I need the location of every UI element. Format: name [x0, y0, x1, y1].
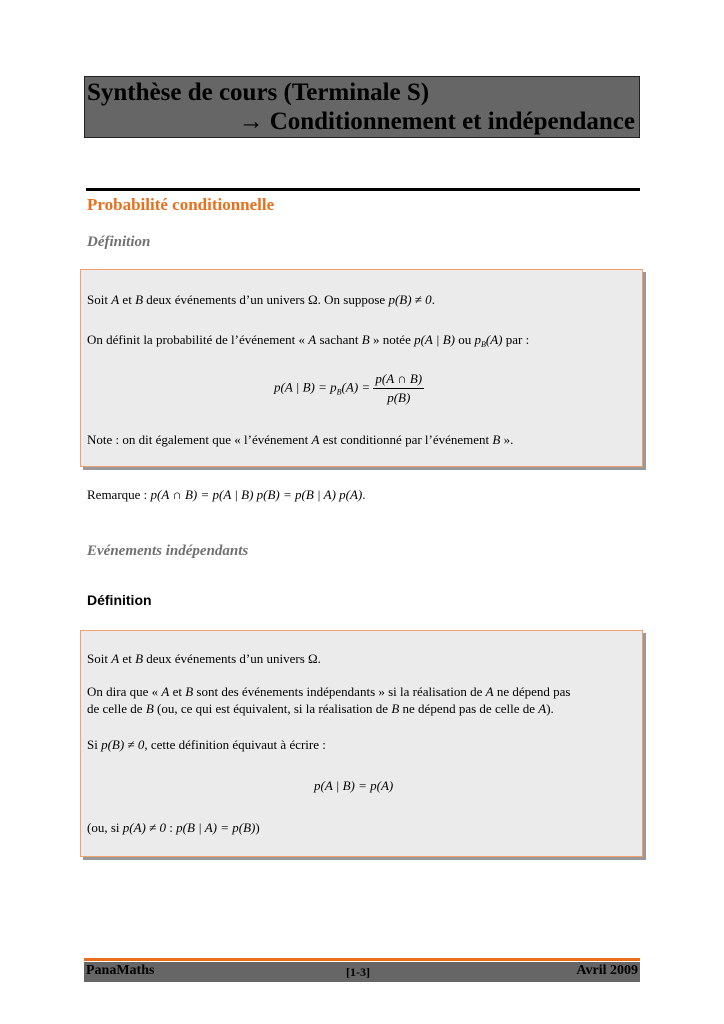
def1-line1: Soit A et B deux événements d’un univers Ω. On suppose p(B) ≠ 0. — [87, 292, 435, 307]
def2-line1: Soit A et B deux événements d’un univers Ω. — [87, 651, 321, 666]
subtitle-text: Conditionnement et indépendance — [269, 108, 635, 135]
right-arrow-icon: → — [238, 108, 264, 135]
section-heading-independent: Evénements indépendants — [87, 543, 249, 559]
def1-line2: On définit la probabilité de l’événement « A sachant B » notée p(A | B) ou $p_B(A)$ par : — [87, 332, 530, 349]
def2-line4: Si p(B) ≠ 0, cette définition équivaut à écrire : — [87, 737, 326, 752]
remark: Remarque : p(A ∩ B) = p(A | B) p(B) = p(B | A) p(A). — [87, 487, 366, 502]
page-subtitle — [239, 108, 635, 136]
independence-formula: p(A | B) = p(A) — [314, 778, 394, 793]
def2-line3: de celle de B (ou, ce qui est équivalent, si la réalisation de B ne dépend pas de celle de A). — [87, 701, 554, 716]
footer-brand: PanaMaths — [86, 963, 155, 978]
formula-fraction: $\frac{p(A \cap B)}{p(B)}$ — [375, 371, 423, 405]
title-box — [84, 76, 640, 138]
footer-divider — [84, 958, 640, 961]
page-title: Synthèse de cours (Terminale S) — [87, 79, 430, 106]
section-divider — [86, 188, 640, 191]
definition-heading-1: Définition — [87, 234, 151, 250]
def2-line5: (ou, si p(A) ≠ 0 : p(B | A) = p(B)) — [87, 820, 260, 835]
def1-note: Note : on dit également que « l’événement A est conditionné par l’événement B ». — [87, 432, 514, 447]
footer-date: Avril 2009 — [576, 963, 638, 978]
footer — [84, 962, 640, 982]
page-number: [1-3] — [346, 965, 370, 979]
definition-heading-2: Définition — [87, 592, 152, 608]
def2-line2: On dira que « A et B sont des événements indépendants » si la réalisation de A ne dépend pas — [87, 684, 571, 699]
conditional-formula: p(A | $B) = p_B(A)$ = $\frac{p(A \cap B)}{p(B)}$ — [274, 371, 423, 405]
section-heading-conditional: Probabilité conditionnelle — [87, 195, 275, 214]
